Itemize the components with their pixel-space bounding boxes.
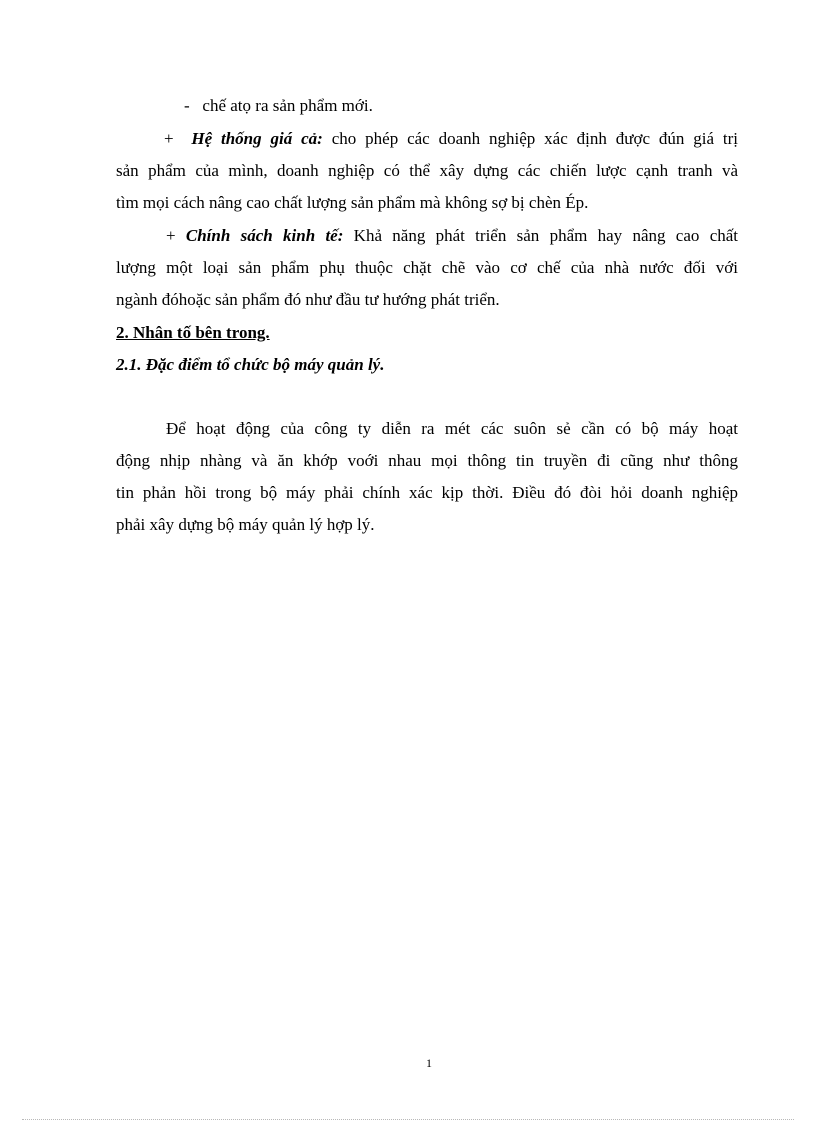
page-number: 1 [426, 1056, 432, 1070]
section-heading: 2. Nhân tố bên trong. [116, 323, 270, 342]
price-system-text: cho phép các doanh nghiệp xác định được đún giá trị [331, 129, 738, 148]
economic-policy-label: Chính sách kinh tế: [185, 226, 344, 245]
dash-list-item [184, 95, 373, 117]
economic-policy-text: Khả năng phát triển sản phẩm hay nâng cao chất [353, 226, 738, 245]
paragraph-line-1: Để hoạt động của công ty diễn ra mét các suôn sẻ cần có bộ máy hoạt [166, 419, 738, 438]
dash-bullet: - [184, 96, 190, 115]
paragraph-line-3: tin phản hồi trong bộ máy phải chính xác kịp thời. Điều đó đòi hỏi doanh nghiệp [116, 483, 738, 502]
page-bottom-rule [22, 1119, 794, 1120]
price-system-line-2: sản phẩm của mình, doanh nghiệp có thể xây dựng các chiến lược cạnh tranh và [116, 161, 738, 180]
price-system-line-3: tìm mọi cách nâng cao chất lượng sản phẩm mà không sợ bị chèn Ép. [116, 193, 589, 212]
economic-policy-line-3: ngành đóhoặc sản phẩm đó như đầu tư hướng phát triển. [116, 290, 500, 309]
subsection-heading: 2.1. Đặc điểm tổ chức bộ máy quản lý. [116, 355, 385, 374]
plus-bullet: + [166, 226, 176, 245]
economic-policy-line-1 [166, 225, 738, 247]
dash-item-text: chế atọ ra sản phẩm mới. [202, 96, 373, 115]
economic-policy-line-2: lượng một loại sản phẩm phụ thuộc chặt chẽ vào cơ chế của nhà nước đối với [116, 258, 738, 277]
paragraph-line-2: động nhịp nhàng và ăn khớp voới nhau mọi thông tin truyền đi cũng như thông [116, 451, 738, 470]
plus-bullet: + [164, 129, 174, 148]
price-system-label: Hệ thống giá cả: [191, 129, 323, 148]
paragraph-line-4: phải xây dựng bộ máy quản lý hợp lý. [116, 515, 375, 534]
price-system-line-1 [164, 128, 738, 150]
